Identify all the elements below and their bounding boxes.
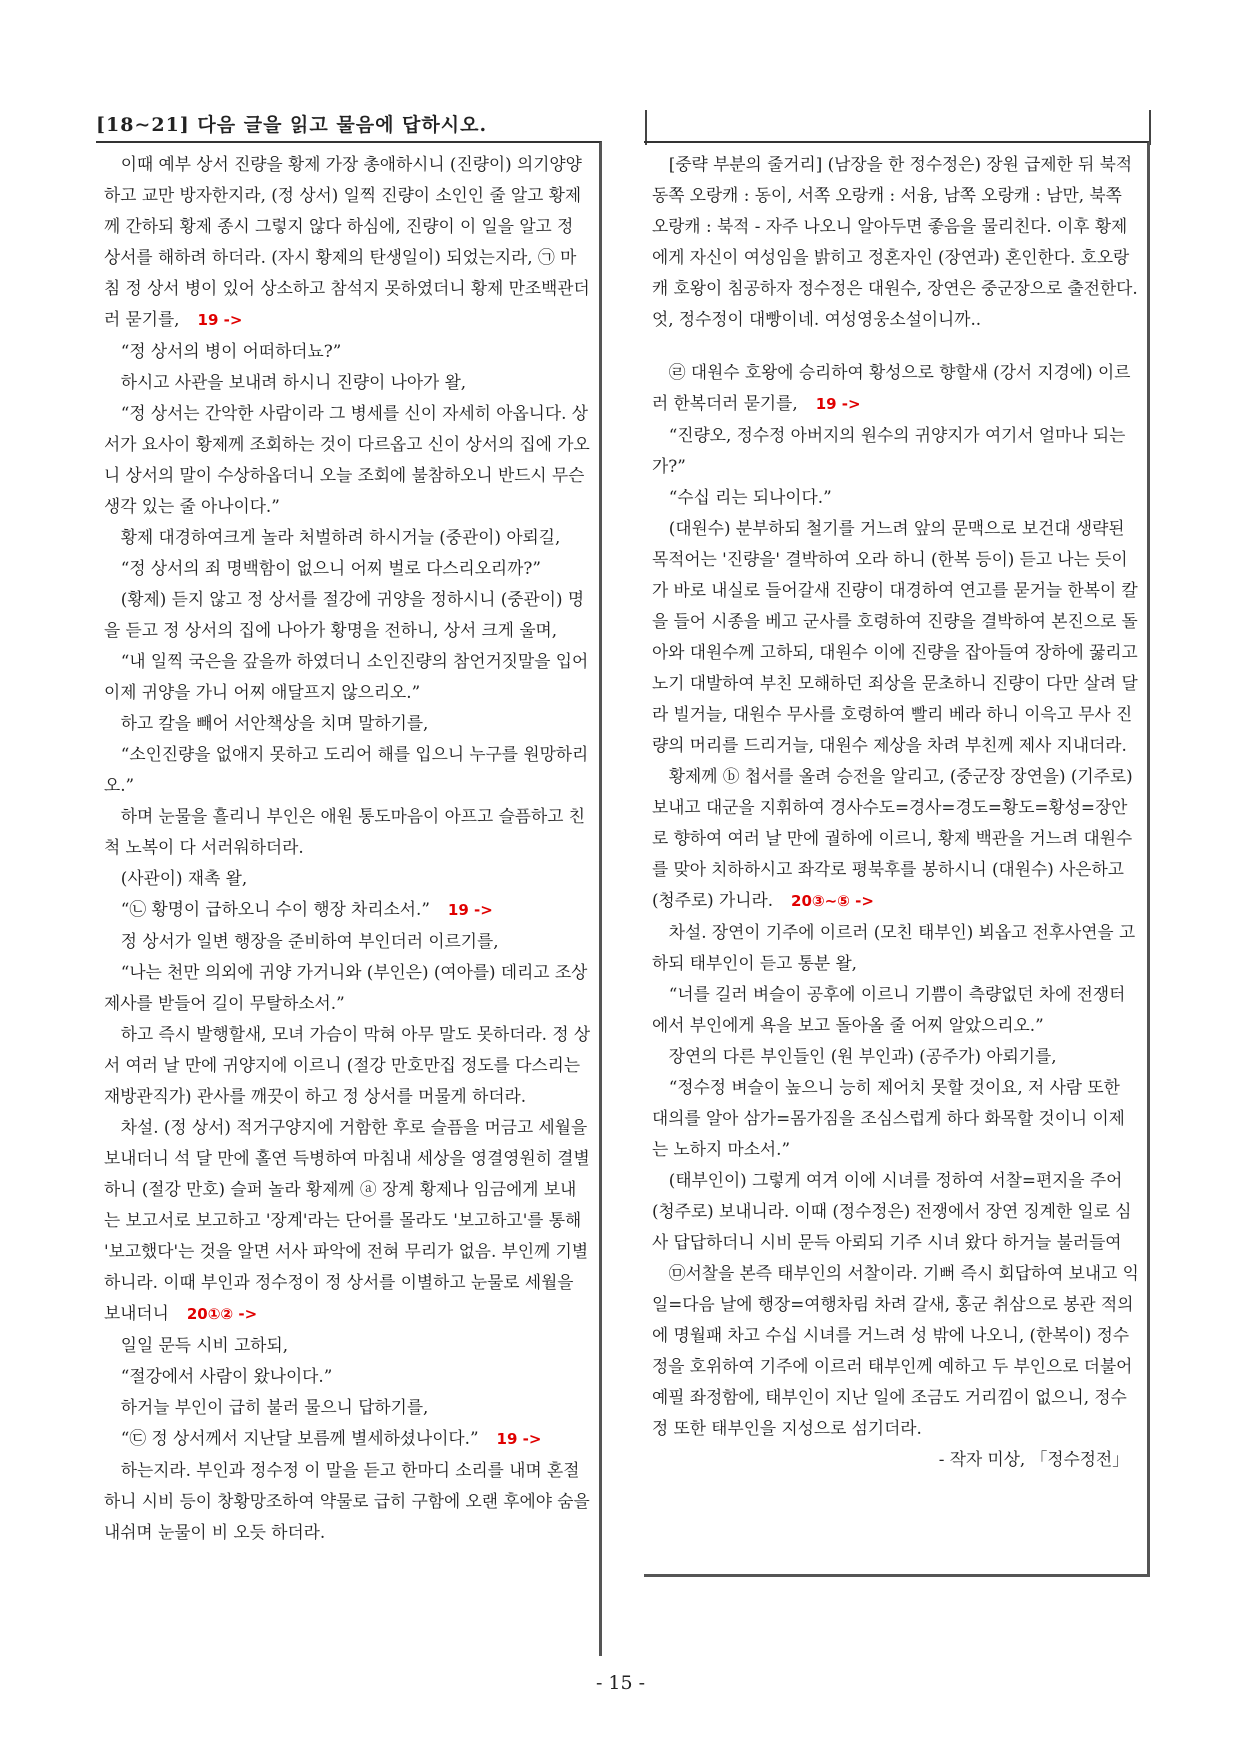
passage-paragraph: [104, 926, 591, 957]
paragraph-text: “진량오, 정수정 아버지의 원수의 귀양지가 여기서 얼마나 되는가?”: [652, 425, 1126, 476]
column-divider-right: [1149, 110, 1151, 145]
passage-paragraph: [652, 979, 1139, 1041]
passage-paragraph: [104, 708, 591, 739]
question-note: 19 ->: [496, 1430, 542, 1448]
paragraph-text: 장연의 다른 부인들인 (원 부인과) (공주가) 아뢰기를,: [668, 1046, 1057, 1066]
paragraph-text: 하고 칼을 빼어 서안책상을 치며 말하기를,: [120, 713, 429, 733]
passage-paragraph: [652, 513, 1139, 761]
paragraph-text: 정 상서가 일변 행장을 준비하여 부인더러 이르기를,: [120, 931, 499, 951]
paragraph-text: [중략 부분의 줄거리] (남장을 한 정수정은) 장원 급제한 뒤 북적동쪽 오랑캐 : 동이, 서쪽 오랑캐 : 서융, 남쪽 오랑캐 : 남만, 북쪽 오랑캐 : 북적 - 자주 나오니 알아두면 좋음을 물리친다. 이후 황제에게 자신이 여성임을 밝히고 정혼자인 (장연과) 혼인한다. 호오랑캐 호왕이 침공하자 정수정은 대원수, 장연은 중군장으로 출전한다.엇, 정수정이 대빵이네. 여성영웅소설이니까..: [652, 154, 1138, 329]
passage-paragraph: [104, 957, 591, 1019]
paragraph-text: (사관이) 재촉 왈,: [120, 868, 248, 888]
passage-paragraph: [652, 149, 1139, 335]
passage-right-column: [644, 141, 1150, 1577]
page-number: - 15 -: [595, 1672, 646, 1694]
paragraph-text: “너를 길러 벼슬이 공후에 이르니 기쁨이 측량없던 차에 전쟁터에서 부인에게 욕을 보고 돌아올 줄 어찌 알았으리오.”: [652, 984, 1126, 1035]
paragraph-text: “정 상서는 간악한 사람이라 그 병세를 신이 자세히 아옵니다. 상서가 요사이 황제께 조회하는 것이 다르옵고 신이 상서의 집에 가오니 상서의 말이 수상하옵더니 오늘 조회에 불참하오니 반드시 무슨 생각 있는 줄 아나이다.”: [104, 403, 590, 516]
passage-paragraph: [104, 646, 591, 708]
passage-paragraph: [104, 1330, 591, 1361]
paragraph-text: “정 상서의 병이 어떠하더뇨?”: [120, 341, 342, 361]
paragraph-text: 하시고 사관을 보내려 하시니 진량이 나아가 왈,: [120, 372, 467, 392]
paragraph-text: 황제 대경하여크게 놀라 처벌하려 하시거늘 (중관이) 아뢰길,: [120, 527, 561, 547]
passage-paragraph: [652, 1165, 1139, 1258]
paragraph-text: “㉡ 황명이 급하오니 수이 행장 차리소서.”: [120, 899, 430, 919]
passage-paragraph: [652, 1072, 1139, 1165]
passage-paragraph: [104, 584, 591, 646]
paragraph-text: 하며 눈물을 흘리니 부인은 애원 통도마음이 아프고 슬픔하고 친척 노복이 다 서러워하더라.: [104, 806, 585, 857]
question-note: 20③∼⑤ ->: [791, 892, 874, 910]
passage-paragraph: [652, 761, 1139, 917]
question-note: 19 ->: [447, 901, 493, 919]
paragraph-text: (태부인이) 그렇게 여겨 이에 시녀를 정하여 서찰=편지을 주어 (청주로) 보내니라. 이때 (정수정은) 전쟁에서 장연 징계한 일로 심사 답답하더니 시비 문득 아뢰되 기주 시녀 왔다 하거늘 불러들여: [652, 1170, 1132, 1252]
paragraph-text: ㉣ 대원수 호왕에 승리하여 황성으로 향할새 (강서 지경에) 이르러 한복더러 묻기를,: [652, 362, 1131, 413]
question-note: 20①② ->: [186, 1305, 258, 1323]
passage-paragraph: [652, 357, 1139, 420]
passage-paragraph: [104, 336, 591, 367]
paragraph-text: “수십 리는 되나이다.”: [668, 487, 832, 507]
passage-left-column: [96, 141, 602, 1656]
paragraph-text: “정 상서의 죄 명백함이 없으니 어찌 벌로 다스리오리까?”: [120, 558, 541, 578]
passage-paragraph: [104, 1423, 591, 1455]
passage-paragraph: [104, 739, 591, 801]
passage-paragraph: [652, 1258, 1139, 1444]
passage-paragraph: [652, 420, 1139, 482]
passage-paragraph: [104, 863, 591, 894]
passage-paragraph: [104, 1455, 591, 1548]
source-citation: - 작자 미상, 「정수정전」: [938, 1449, 1129, 1469]
paragraph-text: 일일 문득 시비 고하되,: [120, 1335, 289, 1355]
passage-paragraph: [104, 1112, 591, 1330]
passage-paragraph: [652, 482, 1139, 513]
paragraph-text: “㉢ 정 상서께서 지난달 보름께 별세하셨나이다.”: [120, 1428, 479, 1448]
paragraph-text: “나는 천만 의외에 귀양 가거니와 (부인은) (여아를) 데리고 조상 제사를 받들어 길이 무탈하소서.”: [104, 962, 588, 1013]
paragraph-text: 황제께 ⓑ 첩서를 올려 승전을 알리고, (중군장 장연을) (기주로) 보내고 대군을 지휘하여 경사수도=경사=경도=황도=황성=장안로 향하여 여러 날 만에 궐하에 이르니, 황제 백관을 거느려 대원수를 맞아 치하하시고 좌각로 평북후를 봉하시니 (대원수) 사은하고 (청주로) 가니라.: [652, 766, 1133, 910]
question-header: [18∼21] 다음 글을 읽고 물음에 답하시오.: [96, 114, 488, 136]
paragraph-text: (대원수) 분부하되 철기를 거느려 앞의 문맥으로 보건대 생략된 목적어는 '진량을' 결박하여 오라 하니 (한복 등이) 듣고 나는 듯이 가 바로 내실로 들어갈새 진량이 대경하여 연고를 묻거늘 한복이 칼을 들어 시종을 베고 군사를 호령하여 진량을 결박하여 본진으로 돌아와 대원수께 고하되, 대원수 이에 진량을 잡아들여 장하에 꿇리고 노기 대발하여 부친 모해하던 죄상을 문초하니 진량이 다만 살려 달라 빌거늘, 대원수 무사를 호령하여 빨리 베라 하니 이윽고 무사 진량의 머리를 드리거늘, 대원수 제상을 차려 부친께 제사 지내더라.: [652, 518, 1138, 755]
paragraph-text: 하는지라. 부인과 정수정 이 말을 듣고 한마디 소리를 내며 혼절하니 시비 등이 창황망조하여 약물로 급히 구함에 오랜 후에야 숨을 내쉬며 눈물이 비 오듯 하더라.: [104, 1460, 590, 1542]
paragraph-text: 차설. 장연이 기주에 이르러 (모친 태부인) 뵈옵고 전후사연을 고하되 태부인이 듣고 통분 왈,: [652, 922, 1136, 973]
passage-paragraph: [104, 398, 591, 522]
question-note: 19 ->: [197, 311, 243, 329]
passage-paragraph: [104, 894, 591, 926]
paragraph-text: 하거늘 부인이 급히 불러 물으니 답하기를,: [120, 1397, 429, 1417]
passage-paragraph: [104, 553, 591, 584]
paragraph-text: “내 일찍 국은을 갚을까 하였더니 소인진량의 참언거짓말을 입어 이제 귀양을 가니 어찌 애달프지 않으리오.”: [104, 651, 589, 702]
passage-paragraph: [104, 522, 591, 553]
paragraph-text: “정수정 벼슬이 높으니 능히 제어치 못할 것이요, 저 사람 또한 대의를 알아 삼가=몸가짐을 조심스럽게 하다 화목할 것이니 이제는 노하지 마소서.”: [652, 1077, 1125, 1159]
passage-paragraph: [104, 801, 591, 863]
passage-paragraph: [652, 335, 1139, 357]
paragraph-text: 하고 즉시 발행할새, 모녀 가슴이 막혀 아무 말도 못하더라. 정 상서 여러 날 만에 귀양지에 이르니 (절강 만호만집 정도를 다스리는 재방관직가) 관사를 깨끗이 하고 정 상서를 머물게 하더라.: [104, 1024, 591, 1106]
paragraph-text: (황제) 듣지 않고 정 상서를 절강에 귀양을 정하시니 (중관이) 명을 듣고 정 상서의 집에 나아가 황명을 전하니, 상서 크게 울며,: [104, 589, 585, 640]
paragraph-text: ㉤서찰을 본즉 태부인의 서찰이라. 기뻐 즉시 회답하여 보내고 익일=다음 날에 행장=여행차림 차려 갈새, 홍군 취삼으로 봉관 적의에 명월패 차고 수십 시녀를 거느려 성 밖에 나오니, (한복이) 정수정을 호위하여 기주에 이르러 태부인께 예하고 두 부인으로 더불어 예필 좌정함에, 태부인이 지난 일에 조금도 거리낌이 없으니, 정수정 또한 태부인을 지성으로 섬기더라.: [652, 1263, 1139, 1438]
passage-paragraph: [652, 1041, 1139, 1072]
paragraph-text: 차설. (정 상서) 적거구양지에 거함한 후로 슬픔을 머금고 세월을 보내더니 석 달 만에 홀연 득병하여 마침내 세상을 영결영원히 결별하니 (절강 만호) 슬퍼 놀라 황제께 ⓐ 장계 황제나 임금에게 보내는 보고서로 보고하고 '장계'라는 단어를 몰라도 '보고하고'를 통해 '보고했다'는 것을 알면 서사 파악에 전혀 무리가 없음. 부인께 기별하니라. 이때 부인과 정수정이 정 상서를 이별하고 눈물로 세월을 보내더니: [104, 1117, 590, 1323]
column-divider: [645, 110, 647, 145]
passage-paragraph: [104, 1019, 591, 1112]
passage-paragraph: [104, 1392, 591, 1423]
passage-paragraph: [104, 1361, 591, 1392]
paragraph-text: “소인진량을 없애지 못하고 도리어 해를 입으니 누구를 원망하리오.”: [104, 744, 589, 795]
passage-paragraph: [104, 149, 591, 336]
passage-paragraph: [104, 367, 591, 398]
paragraph-text: “절강에서 사람이 왔나이다.”: [120, 1366, 333, 1386]
question-note: 19 ->: [815, 395, 861, 413]
passage-paragraph: [652, 917, 1139, 979]
paragraph-text: 이때 예부 상서 진량을 황제 가장 총애하시니 (진량이) 의기양양하고 교만 방자한지라, (정 상서) 일찍 진량이 소인인 줄 알고 황제께 간하되 황제 종시 그렇지 않다 하심에, 진량이 이 일을 알고 정 상서를 해하려 하더라. (자시 황제의 탄생일이) 되었는지라, ㉠ 마침 정 상서 병이 있어 상소하고 참석지 못하였더니 황제 만조백관더러 묻기를,: [104, 154, 590, 329]
